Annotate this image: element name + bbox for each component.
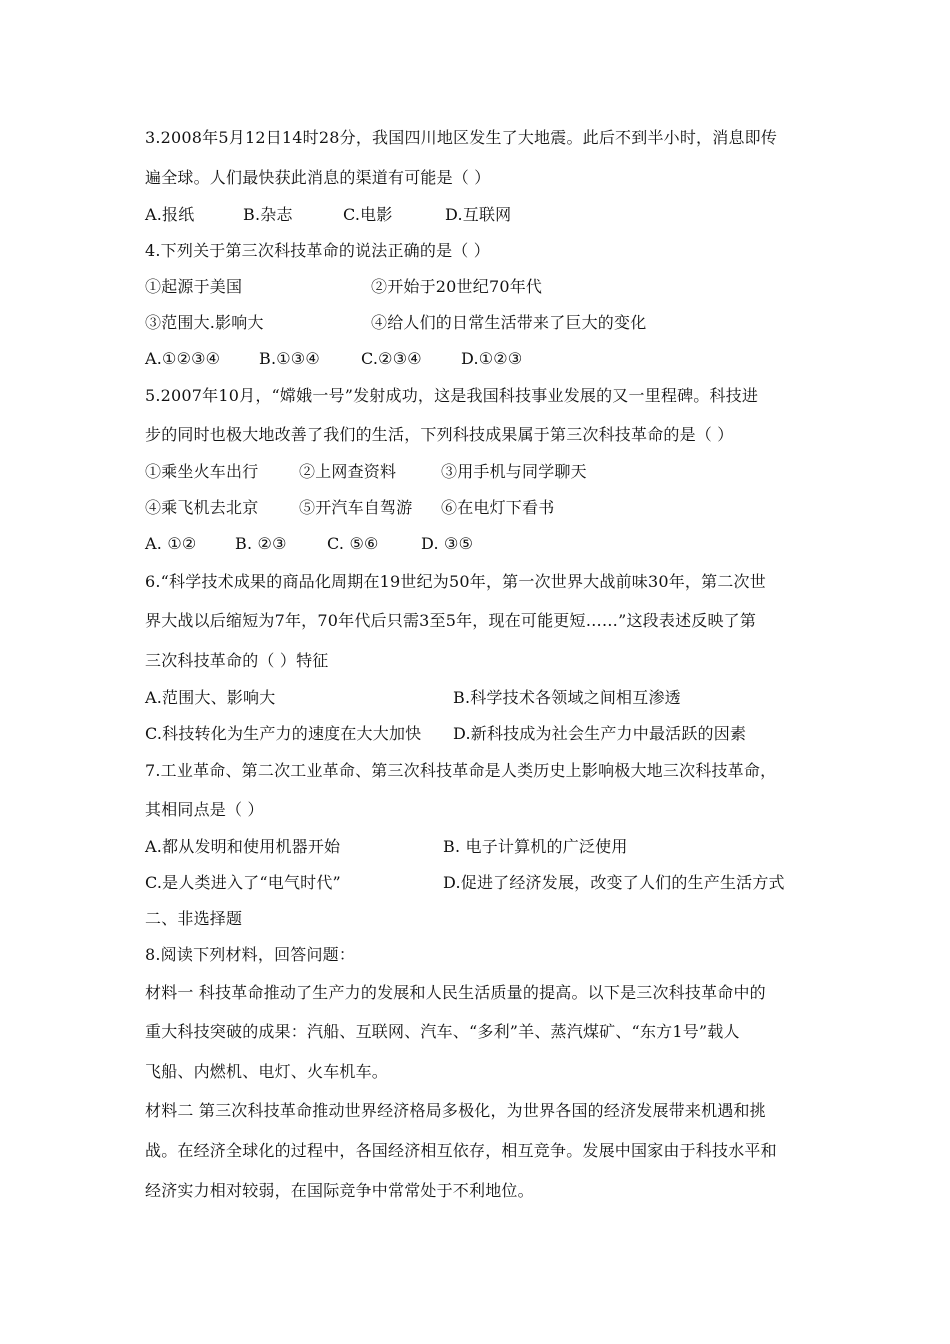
q6-stem-line-1: 6.“科学技术成果的商品化周期在19世纪为50年，第一次世界大战前味30年，第二次世 bbox=[145, 572, 766, 591]
q6-option-a: A.范围大、影响大 bbox=[145, 688, 276, 707]
q8-material-2-line-3: 经济实力相对较弱，在国际竞争中常常处于不利地位。 bbox=[145, 1181, 534, 1200]
q8-material-2-line-2: 战。在经济全球化的过程中，各国经济相互依存，相互竞争。发展中国家由于科技水平和 bbox=[145, 1141, 777, 1160]
q3-option-d: D.互联网 bbox=[445, 205, 512, 224]
q6-option-c: C.科技转化为生产力的速度在大大加快 bbox=[145, 724, 422, 743]
q7-option-a: A.都从发明和使用机器开始 bbox=[145, 837, 341, 856]
q5-item-5: ⑤开汽车自驾游 bbox=[299, 498, 413, 517]
q7-stem-line-1: 7.工业革命、第二次工业革命、第三次科技革命是人类历史上影响极大地三次科技革命， bbox=[145, 761, 777, 780]
q4-stem: 4.下列关于第三次科技革命的说法正确的是（ ） bbox=[145, 241, 490, 260]
q5-option-c: C. ⑤⑥ bbox=[327, 534, 379, 553]
q4-item-3: ③范围大.影响大 bbox=[145, 313, 264, 332]
q5-option-d: D. ③⑤ bbox=[421, 534, 474, 553]
q6-stem-line-3: 三次科技革命的（ ）特征 bbox=[145, 651, 329, 670]
q3-option-b: B.杂志 bbox=[243, 205, 293, 224]
q8-material-1-line-2: 重大科技突破的成果：汽船、互联网、汽车、“多利”羊、蒸汽煤矿、“东方1号”载人 bbox=[145, 1022, 740, 1041]
q4-option-d: D.①②③ bbox=[461, 349, 523, 368]
q8-material-2-line-1: 材料二 第三次科技革命推动世界经济格局多极化，为世界各国的经济发展带来机遇和挑 bbox=[145, 1101, 766, 1120]
q5-stem-line-1: 5.2007年10月，“嫦娥一号”发射成功，这是我国科技事业发展的又一里程碑。科技进 bbox=[145, 386, 759, 405]
q5-option-b: B. ②③ bbox=[235, 534, 287, 553]
q8-material-1-line-3: 飞船、内燃机、电灯、火车机车。 bbox=[145, 1062, 389, 1081]
q5-item-2: ②上网查资料 bbox=[299, 462, 397, 481]
q4-item-4: ④给人们的日常生活带来了巨大的变化 bbox=[371, 313, 647, 332]
q4-item-1: ①起源于美国 bbox=[145, 277, 243, 296]
q4-item-2: ②开始于20世纪70年代 bbox=[371, 277, 543, 296]
q7-stem-line-2: 其相同点是（ ） bbox=[145, 800, 264, 819]
q7-option-b: B. 电子计算机的广泛使用 bbox=[443, 837, 628, 856]
q5-item-3: ③用手机与同学聊天 bbox=[441, 462, 587, 481]
q7-option-d: D.促进了经济发展，改变了人们的生产生活方式 bbox=[443, 873, 785, 892]
q5-stem-line-2: 步的同时也极大地改善了我们的生活，下列科技成果属于第三次科技革命的是（ ） bbox=[145, 425, 734, 444]
q6-option-d: D.新科技成为社会生产力中最活跃的因素 bbox=[453, 724, 747, 743]
q7-option-c: C.是人类进入了“电气时代” bbox=[145, 873, 341, 892]
q3-option-a: A.报纸 bbox=[145, 205, 195, 224]
q4-option-c: C.②③④ bbox=[361, 349, 422, 368]
q4-option-a: A.①②③④ bbox=[145, 349, 221, 368]
section-heading: 二、非选择题 bbox=[145, 909, 243, 928]
q3-option-c: C.电影 bbox=[343, 205, 393, 224]
q4-option-b: B.①③④ bbox=[259, 349, 320, 368]
q6-stem-line-2: 界大战以后缩短为7年，70年代后只需3至5年，现在可能更短……”这段表述反映了第 bbox=[145, 611, 757, 630]
q8-material-1-line-1: 材料一 科技革命推动了生产力的发展和人民生活质量的提高。以下是三次科技革命中的 bbox=[145, 983, 766, 1002]
q3-stem-line-1: 3.2008年5月12日14时28分，我国四川地区发生了大地震。此后不到半小时，消息即传 bbox=[145, 128, 778, 147]
q5-option-a: A. ①② bbox=[145, 534, 197, 553]
q5-item-6: ⑥在电灯下看书 bbox=[441, 498, 555, 517]
q5-item-1: ①乘坐火车出行 bbox=[145, 462, 259, 481]
q6-option-b: B.科学技术各领域之间相互渗透 bbox=[453, 688, 681, 707]
q8-stem: 8.阅读下列材料，回答问题： bbox=[145, 945, 356, 964]
q3-stem-line-2: 遍全球。人们最快获此消息的渠道有可能是（ ） bbox=[145, 168, 491, 187]
q5-item-4: ④乘飞机去北京 bbox=[145, 498, 259, 517]
